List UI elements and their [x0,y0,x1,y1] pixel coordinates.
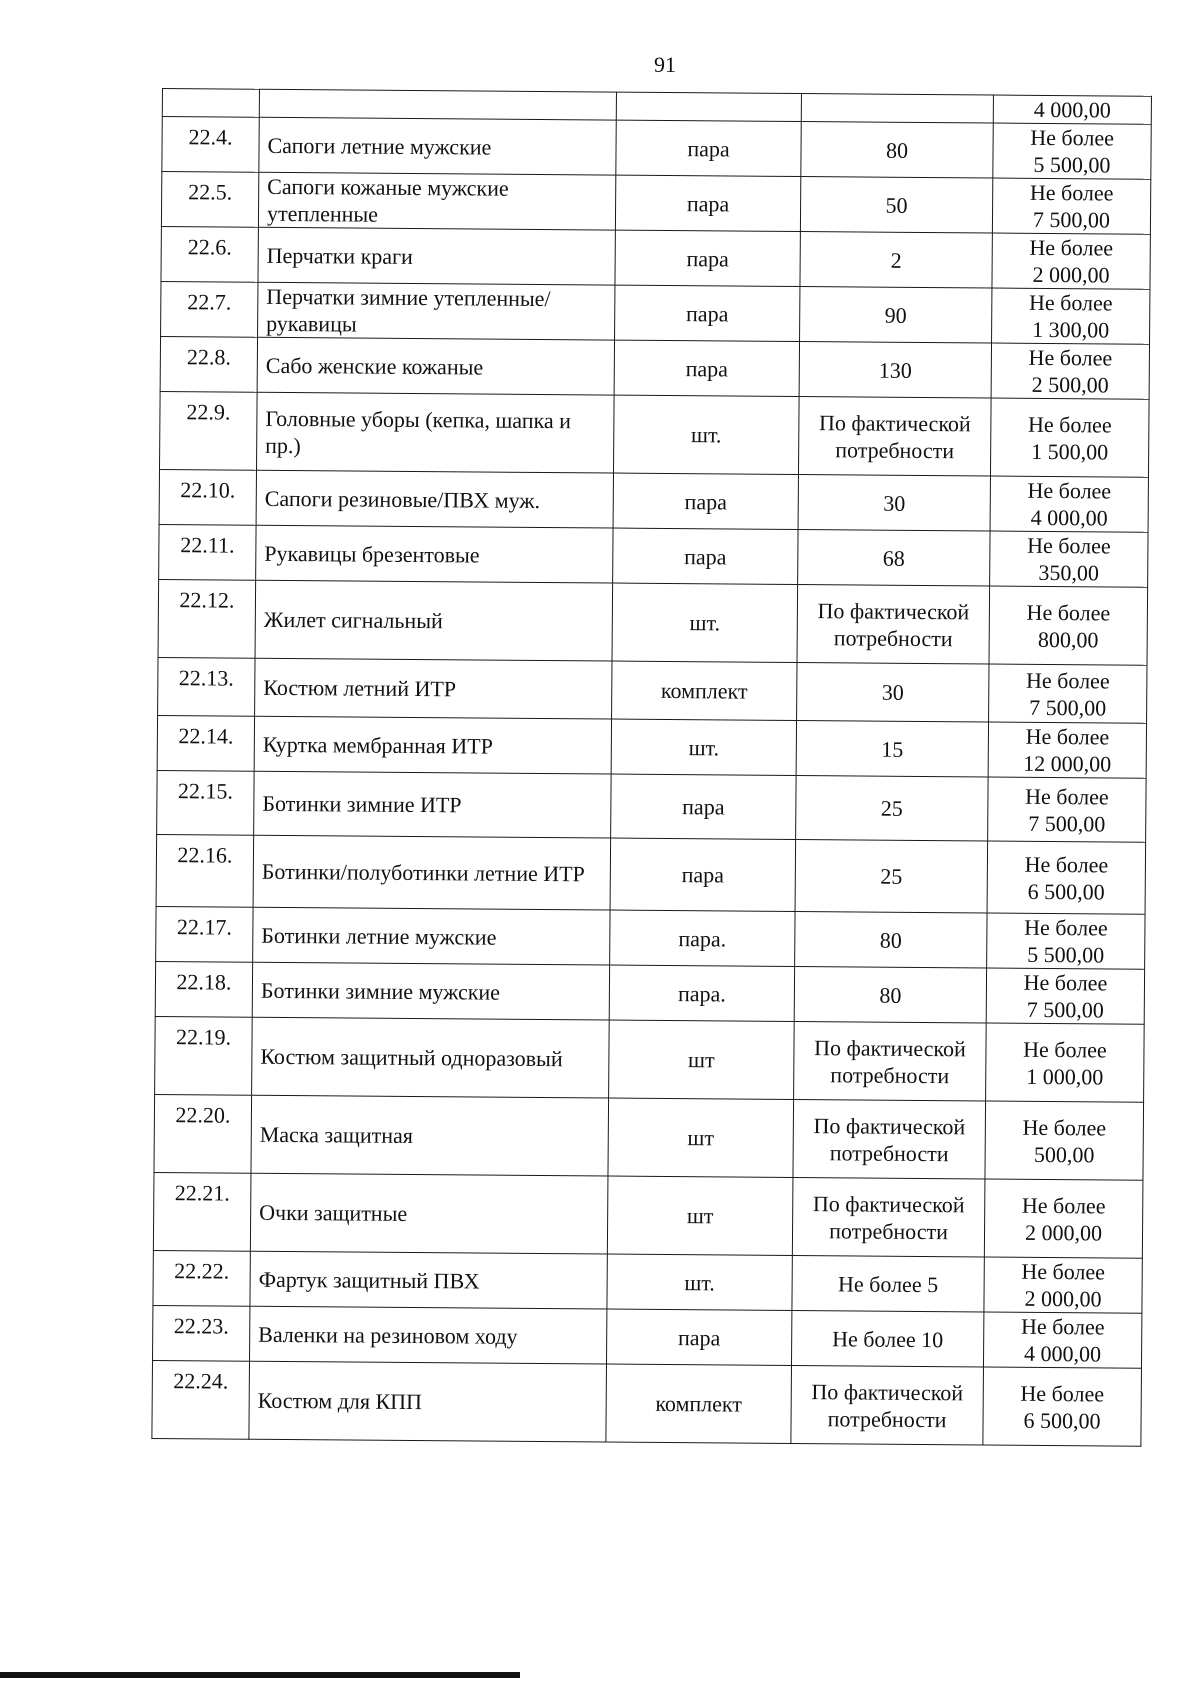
cell-name: Ботинки/полуботинки летние ИТР [253,835,611,910]
cell-unit: шт [607,1176,793,1255]
price-value: 12 000,00 [1023,750,1112,777]
table-row [157,770,1146,842]
cell-qty: Не более 5 [792,1255,984,1312]
price-prefix: Не более [1030,124,1115,151]
cell-price [990,531,1148,587]
table-row [160,391,1150,477]
cell-num: 22.20. [154,1094,252,1173]
price-prefix: Не более [1021,1258,1106,1285]
cell-qty: 15 [796,721,988,778]
cell-name: Ботинки зимние ИТР [254,771,611,838]
cell-price: 4 000,00 [993,95,1151,124]
cell-price [988,722,1146,778]
price-value: 800,00 [1037,626,1099,652]
price-prefix: Не более [1028,289,1113,316]
cell-num: 22.13. [158,657,255,716]
cell-unit: пара [613,528,798,584]
cell-qty: 80 [795,911,987,968]
cell-price [988,777,1146,842]
cell-unit: шт [609,1020,795,1099]
cell-price [993,123,1151,179]
cell-num: 22.4. [162,117,259,173]
price-value: 7 500,00 [1028,810,1106,836]
cell-name: Куртка мембранная ИТР [254,716,611,774]
price-prefix: Не более [1020,1313,1105,1340]
cell-num: 22.5. [161,172,258,228]
table-row [162,117,1151,180]
price-prefix: Не более [1029,234,1114,261]
cell-unit: шт. [611,719,796,775]
price-value: 4 000,00 [1030,504,1108,531]
cell-price [987,913,1145,969]
price-prefix: Не более [1025,723,1110,750]
price-prefix: Не более [1024,914,1108,941]
price-prefix: Не более [1029,179,1114,206]
price-prefix: Не более [1021,1192,1106,1218]
table-row [158,657,1147,723]
cell-price [992,233,1150,289]
cell-qty: 25 [795,839,988,913]
cell-qty: По фактической потребности [797,585,990,665]
price-prefix: Не более [1025,667,1110,693]
cell-unit: комплект [612,661,797,720]
price-value: 7 500,00 [1029,694,1107,720]
cell-price [989,664,1147,723]
cell-unit: шт. [612,583,798,662]
cell-num [162,89,259,118]
price-value: 5 500,00 [1027,941,1105,968]
price-prefix: Не более [1020,1380,1105,1406]
cell-price [991,343,1149,399]
cell-qty: 25 [796,776,988,842]
price-prefix: Не более [1025,783,1109,809]
cell-unit: пара [615,230,800,286]
price-prefix: Не более [1024,851,1109,877]
cell-name: Сапоги кожаные мужские утепленные [258,172,615,230]
table-row [161,172,1150,235]
cell-num: 22.21. [153,1172,251,1251]
cell-num: 22.18. [155,961,252,1017]
price-prefix: Не более [1027,532,1111,559]
price-value: 6 500,00 [1023,1407,1101,1433]
table-row [160,336,1149,399]
table-row [158,579,1148,665]
cell-name: Жилет сигнальный [255,580,613,661]
cell-name: Очки защитные [250,1173,608,1254]
price-prefix: Не более [1027,477,1112,504]
cell-name: Маска защитная [251,1095,609,1176]
cell-unit: пара [613,473,798,529]
cell-name: Головные уборы (кепка, шапка и пр.) [257,392,615,473]
price-prefix: Не более [1023,1036,1107,1062]
cell-name: Сапоги резиновые/ПВХ муж. [256,470,613,528]
cell-name: Валенки на резиновом ходу [250,1306,607,1364]
price-prefix: Не более [1023,969,1108,996]
cell-num: 22.24. [152,1360,250,1439]
cell-num: 22.23. [153,1305,250,1361]
table-row [161,281,1150,344]
cell-num: 22.19. [155,1016,253,1095]
cell-price [985,1101,1144,1180]
price-value: 1 000,00 [1026,1063,1104,1089]
page-number: 91 [654,52,676,77]
table-row [159,469,1148,532]
table-row [153,1172,1143,1258]
cell-unit: пара [615,285,800,341]
cell-qty [801,94,993,124]
table-row [153,1250,1142,1313]
cell-price [990,398,1149,477]
cell-price [992,178,1150,234]
cell-price [992,288,1150,344]
cell-unit: пара [611,774,796,839]
cell-unit: пара [615,175,800,231]
cell-num: 22.12. [158,579,256,658]
cell-num: 22.14. [157,715,254,771]
cell-qty: 90 [800,287,992,344]
cell-qty: По фактической потребности [794,1021,987,1101]
cell-qty: 130 [799,342,991,399]
cell-price [983,1367,1142,1446]
price-value: 2 500,00 [1031,371,1109,398]
price-value: 1 500,00 [1031,438,1109,464]
cell-unit: шт [608,1098,794,1177]
cell-price [986,1023,1145,1102]
table-row [156,906,1145,969]
cell-num: 22.15. [157,770,254,835]
cell-unit: шт. [607,1254,792,1310]
cell-price [983,1312,1141,1368]
cell-num: 22.10. [159,469,256,525]
items-table-container [151,88,1152,1447]
scan-edge-bar [0,1672,520,1678]
cell-name: Перчатки зимние утепленные/рукавицы [258,282,615,340]
cell-qty: 80 [801,122,993,179]
cell-unit [616,92,801,121]
cell-name: Рукавицы брезентовые [256,525,613,583]
cell-num: 22.11. [159,524,256,580]
cell-qty: Не более 10 [791,1310,983,1367]
price-value: 4 000,00 [1023,1340,1102,1367]
price-prefix: Не более [1028,344,1113,371]
table-row [156,834,1146,914]
table-row [155,961,1144,1024]
cell-unit: шт. [613,395,799,474]
cell-name: Сабо женские кожаные [257,337,614,395]
price-prefix: Не более [1026,599,1111,625]
cell-qty: 2 [800,232,992,289]
price-prefix: Не более [1022,1114,1107,1140]
price-value: 6 500,00 [1027,878,1105,904]
price-value: 2 000,00 [1032,261,1110,288]
cell-qty: 30 [797,663,989,723]
price-value: 2 000,00 [1024,1285,1102,1312]
items-table-body [152,89,1152,1447]
table-row [154,1094,1144,1180]
price-value: 5 500,00 [1033,151,1111,178]
cell-name: Ботинки летние мужские [253,907,610,965]
cell-price [989,586,1148,665]
price-value: 350,00 [1038,559,1100,586]
cell-num: 22.8. [160,336,257,392]
cell-qty: По фактической потребности [791,1365,984,1445]
cell-unit: пара. [609,965,794,1021]
table-row [155,1016,1145,1102]
cell-unit: пара [616,120,801,176]
cell-unit: пара [614,340,799,396]
table-row [152,1360,1142,1446]
cell-qty: 68 [798,530,990,587]
price-value: 1 300,00 [1032,316,1110,343]
cell-name: Костюм летний ИТР [255,658,612,719]
cell-price [990,476,1148,532]
cell-qty: По фактической потребности [798,397,991,477]
cell-name: Перчатки краги [258,227,615,285]
price-value: 500,00 [1033,1141,1095,1167]
cell-price [986,968,1144,1024]
cell-name [259,89,616,120]
cell-unit: пара. [610,910,795,966]
cell-qty: По фактической потребности [793,1099,986,1179]
cell-name: Костюм защитный одноразовый [252,1017,610,1098]
price-value: 2 000,00 [1024,1219,1103,1245]
cell-unit: комплект [606,1364,792,1443]
cell-num: 22.16. [156,834,254,907]
price-value: 7 500,00 [1026,996,1104,1023]
items-table [151,88,1152,1447]
table-row [161,226,1150,289]
cell-price [984,1179,1143,1258]
cell-qty: 80 [794,966,986,1023]
cell-name: Костюм для КПП [249,1361,607,1442]
cell-unit: пара [606,1309,791,1365]
price-prefix: Не более [1027,411,1112,437]
cell-price [984,1257,1142,1313]
price-value: 7 500,00 [1032,206,1111,233]
cell-num: 22.6. [161,226,258,282]
cell-qty: 30 [798,475,990,532]
cell-price [987,841,1146,914]
cell-num: 22.9. [160,391,258,470]
cell-qty: 50 [800,177,992,234]
table-row [157,715,1146,778]
cell-name: Фартук защитный ПВХ [250,1251,607,1309]
cell-num: 22.7. [161,281,258,337]
cell-unit: пара [610,838,796,911]
cell-name: Ботинки зимние мужские [252,962,609,1020]
cell-qty: По фактической потребности [792,1177,985,1257]
cell-name: Сапоги летние мужские [259,117,616,175]
cell-num: 22.17. [156,906,253,962]
table-row [159,524,1148,587]
table-row [153,1305,1142,1368]
cell-num: 22.22. [153,1250,250,1306]
